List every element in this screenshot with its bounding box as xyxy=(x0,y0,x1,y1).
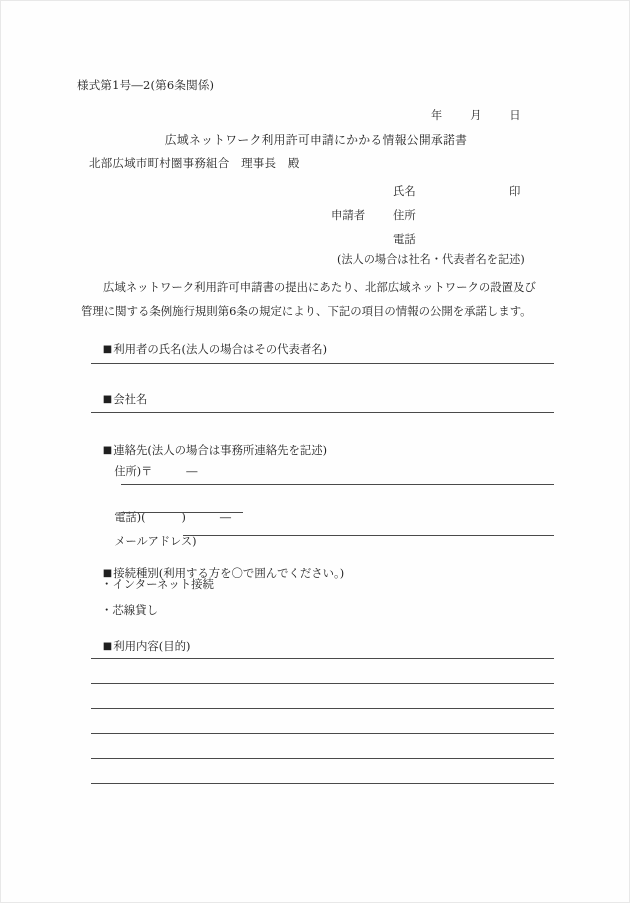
contact-email-label: メールアドレス) xyxy=(114,535,197,548)
user-name-write-line[interactable] xyxy=(91,363,554,364)
contact-address-label: 住所)〒 xyxy=(114,465,153,478)
seal-label: 印 xyxy=(509,184,521,198)
connection-option-fiber-lease[interactable]: ・芯線貸し xyxy=(101,603,158,617)
contact-email-write-line[interactable] xyxy=(183,535,554,536)
purpose-write-line[interactable] xyxy=(91,758,554,759)
applicant-name-row xyxy=(331,181,521,205)
date-line xyxy=(431,107,521,123)
purpose-write-line[interactable] xyxy=(91,683,554,684)
addressee: 北部広域市町村圏事務組合 理事長 殿 xyxy=(89,156,300,170)
applicant-phone-row xyxy=(331,229,416,253)
applicant-name-label: 氏名 xyxy=(393,184,416,198)
applicant-group-label: 申請者 xyxy=(331,208,366,222)
section-connection-type-label: 接続種別(利用する方を〇で囲んでください。) xyxy=(113,566,345,580)
purpose-write-line[interactable] xyxy=(91,708,554,709)
applicant-note: (法人の場合は社名・代表者名を記述) xyxy=(337,253,525,266)
section-marker-icon: ■ xyxy=(102,568,113,579)
section-company-name xyxy=(81,377,147,421)
contact-address-write-line[interactable] xyxy=(121,484,554,485)
date-month-label: 月 xyxy=(470,109,482,122)
section-marker-icon: ■ xyxy=(102,394,113,405)
purpose-write-line[interactable] xyxy=(91,733,554,734)
section-company-name-label: 会社名 xyxy=(113,392,148,406)
section-marker-icon: ■ xyxy=(102,641,113,652)
body-paragraph-line-2: 管理に関する条例施行規則第6条の規定により、下記の項目の情報の公開を承諾します。 xyxy=(81,304,532,318)
page-title: 広域ネットワーク利用許可申請にかかる情報公開承諾書 xyxy=(164,133,468,147)
applicant-address-row xyxy=(331,205,416,229)
postal-dash: ― xyxy=(186,465,198,478)
section-marker-icon: ■ xyxy=(102,445,113,456)
date-year-label: 年 xyxy=(431,109,443,122)
form-number: 様式第1号―2(第6条関係) xyxy=(77,78,215,92)
phone-paren-open: ( xyxy=(141,511,146,524)
connection-option-internet[interactable]: ・インターネット接続 xyxy=(101,577,214,591)
applicant-phone-label: 電話 xyxy=(393,232,416,246)
contact-phone-write-line[interactable] xyxy=(121,512,243,513)
section-user-name xyxy=(81,327,327,371)
applicant-address-label: 住所 xyxy=(393,208,416,222)
phone-paren-close: ) xyxy=(181,511,186,524)
form-body xyxy=(1,1,630,903)
phone-dash: ― xyxy=(219,511,232,524)
contact-address-row xyxy=(93,450,197,492)
section-purpose xyxy=(81,624,190,668)
date-day-label: 日 xyxy=(509,109,521,122)
section-purpose-label: 利用内容(目的) xyxy=(113,639,191,653)
applicant-block xyxy=(331,181,521,253)
section-contact-label: 連絡先(法人の場合は事務所連絡先を記述) xyxy=(113,443,328,457)
contact-phone-label: 電話) xyxy=(114,511,142,524)
company-name-write-line[interactable] xyxy=(91,412,554,413)
body-paragraph-line-1: 広域ネットワーク利用許可申請書の提出にあたり、北部広域ネットワークの設置及び xyxy=(103,280,536,294)
purpose-write-line[interactable] xyxy=(91,658,554,659)
purpose-write-line[interactable] xyxy=(91,783,554,784)
section-user-name-label: 利用者の氏名(法人の場合はその代表者名) xyxy=(113,342,328,356)
section-marker-icon: ■ xyxy=(102,344,113,355)
body-paragraph xyxy=(81,275,559,323)
